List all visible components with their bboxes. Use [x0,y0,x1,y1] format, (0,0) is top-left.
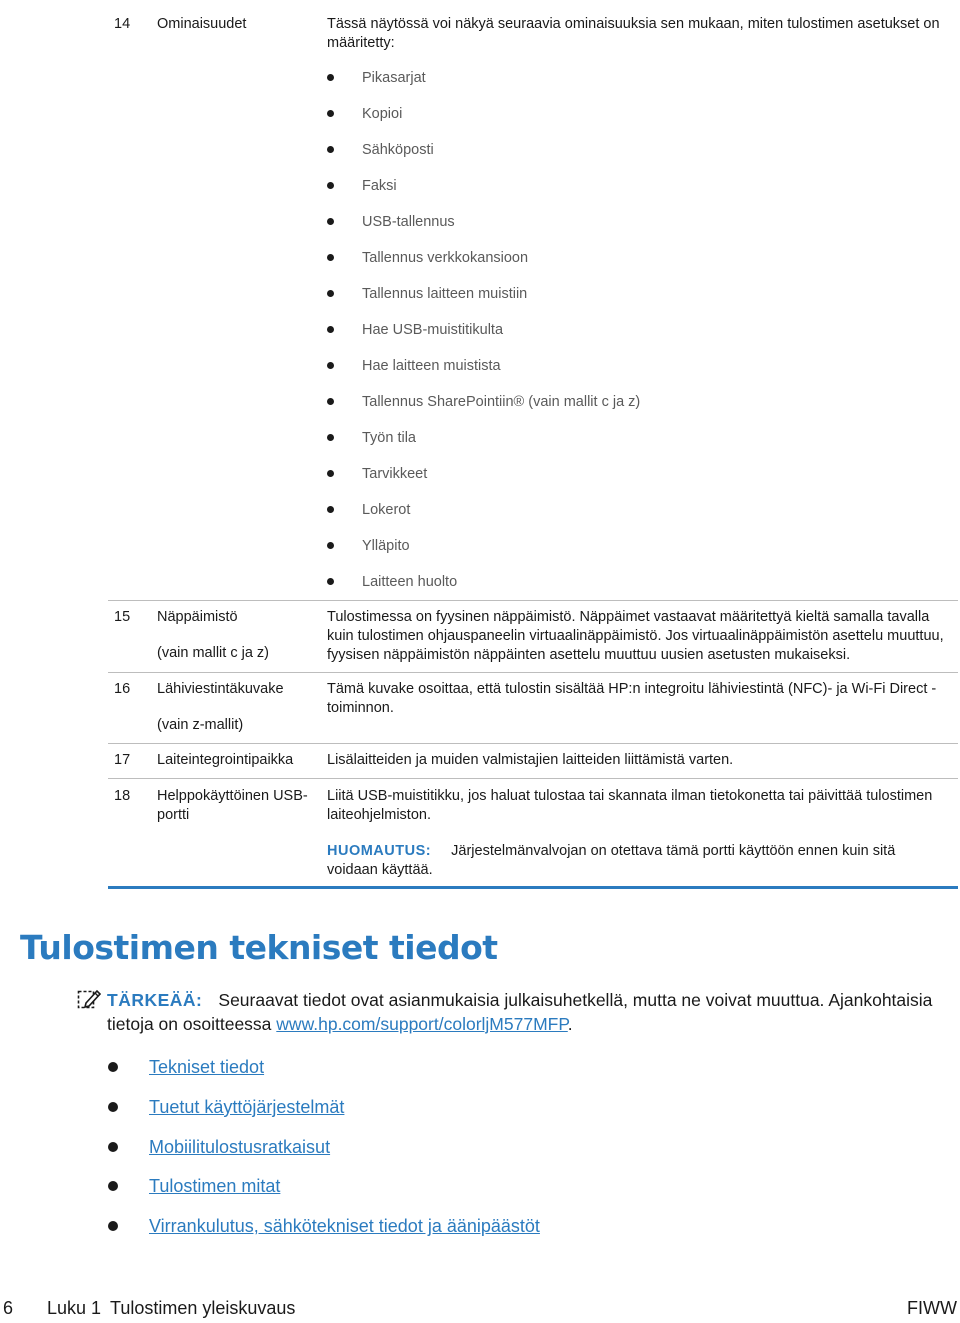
important-notice [77,988,947,1036]
list-item: Tallennus laitteen muistiin [327,276,640,312]
page-number: 6 [3,1298,14,1318]
features-list [327,60,640,600]
link-technical-data[interactable]: Tekniset tiedot [149,1057,265,1077]
chapter-number: Luku 1 [47,1298,102,1318]
note-label: HUOMAUTUS: [327,843,432,859]
bullet-icon [327,542,334,549]
chapter-title: Tulostimen yleiskuvaus [110,1298,296,1318]
bullet-icon [327,182,334,189]
bullet-icon [327,254,334,261]
list-item: Hae USB-muistitikulta [327,312,640,348]
row-description: Tulostimessa on fyysinen näppäimistö. Näppäimet vastaavat määritettyä kieltä samalla tavalla kuin tulostimen ohjauspaneelin virtuaalinäppäimistö. Jos virtuaalinäppäimistön asettelu muuttuu, fyysisen näppäimistön näppäinten asettelu muuttuu uusien asetusten mukaiseksi. [327,609,944,663]
table-divider [108,600,958,601]
row-description: Tämä kuvake osoittaa, että tulostin sisältää HP:n integroitu lähiviestintä (NFC)- ja Wi-Fi Direct -toiminnon. [327,681,937,716]
bullet-icon [327,578,334,585]
link-mobile-printing[interactable]: Mobiilitulostusratkaisut [149,1136,331,1157]
bullet-icon [327,506,334,513]
row-label: Lähiviestintäkuvake [157,681,284,697]
bullet-icon [327,434,334,441]
link-dimensions[interactable]: Tulostimen mitat [149,1176,281,1197]
table-divider [108,672,958,673]
bullet-icon [327,146,334,153]
support-link[interactable]: www.hp.com/support/colorljM577MFP [276,1014,568,1034]
note [327,842,947,880]
table-divider [108,743,958,744]
table-bottom-rule [108,886,958,889]
bullet-icon [327,110,334,117]
row-sublabel: (vain mallit c ja z) [157,645,269,661]
list-item [108,1094,540,1134]
bullet-icon [327,470,334,477]
row-label: Ominaisuudet [157,16,247,32]
list-item: Faksi [327,168,640,204]
link-power[interactable]: Virrankulutus, sähkötekniset tiedot ja äänipäästöt [149,1216,540,1237]
table-divider [108,778,958,779]
list-item: Ylläpito [327,528,640,564]
list-item: Sähköposti [327,132,640,168]
list-item [108,1173,540,1213]
row-label: Helppokäyttöinen USB-portti [157,788,308,823]
pencil-note-icon [77,988,101,1010]
row-description: Lisälaitteiden ja muiden valmistajien laitteiden liittämistä varten. [327,752,734,768]
row-description: Liitä USB-muistitikku, jos haluat tulostaa tai skannata ilman tietokonetta tai päivittää tulostimen laiteohjelmiston. [327,788,933,823]
bullet-icon [108,1062,118,1072]
language-code: FIWW [907,1298,957,1318]
row-number: 18 [114,788,131,804]
bullet-icon [108,1221,118,1231]
list-item: Laitteen huolto [327,564,640,600]
list-item [108,1134,540,1174]
link-supported-os[interactable]: Tuetut käyttöjärjestelmät [149,1096,345,1117]
list-item: Tarvikkeet [327,456,640,492]
row-number: 17 [114,752,131,768]
list-item [108,1054,540,1094]
bullet-icon [327,218,334,225]
section-title: Tulostimen tekniset tiedot [20,928,498,967]
bullet-icon [108,1142,118,1152]
row-description: Tässä näytössä voi näkyä seuraavia ominaisuuksia sen mukaan, miten tulostimen asetukset on määritetty: [327,16,940,51]
list-item: Pikasarjat [327,60,640,96]
bullet-icon [108,1102,118,1112]
bullet-icon [327,362,334,369]
bullet-icon [327,74,334,81]
bullet-icon [327,290,334,297]
row-number: 14 [114,16,131,32]
list-item [108,1213,540,1253]
important-label: TÄRKEÄÄ: [107,990,203,1010]
list-item: Lokerot [327,492,640,528]
list-item: Hae laitteen muistista [327,348,640,384]
list-item: Tallennus SharePointiin® (vain mallit c ja z) [327,384,640,420]
list-item: Tallennus verkkokansioon [327,240,640,276]
row-sublabel: (vain z-mallit) [157,717,244,733]
list-item: Kopioi [327,96,640,132]
bullet-icon [327,326,334,333]
important-end: . [567,1014,573,1034]
list-item: USB-tallennus [327,204,640,240]
bullet-icon [108,1181,118,1191]
list-item: Työn tila [327,420,640,456]
row-label: Laiteintegrointipaikka [157,752,294,768]
important-text: Seuraavat tiedot ovat asianmukaisia julkaisuhetkellä, mutta ne voivat muuttua. Ajankohtaisia tietoja on osoitteessa [107,990,933,1034]
bullet-icon [327,398,334,405]
row-label: Näppäimistö [157,609,238,625]
row-number: 15 [114,609,131,625]
note-text: Järjestelmänvalvojan on otettava tämä portti käyttöön ennen kuin sitä voidaan käyttää. [327,843,896,878]
row-number: 16 [114,681,131,697]
spec-links-list [108,1054,540,1253]
